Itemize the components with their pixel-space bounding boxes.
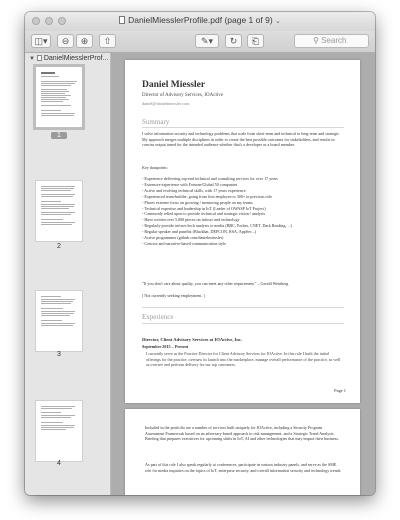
sidebar-toggle-button[interactable] <box>31 34 51 48</box>
page-thumbnail-1[interactable] <box>36 67 82 127</box>
profile-name: Daniel Miessler <box>142 80 206 90</box>
list-item: - Experienced team-builder, going from first employee to 300+ in previous role <box>142 193 272 199</box>
list-item: - Commonly relied upon to provide technical and strategic vision / analysis <box>142 211 266 217</box>
datapoints-list <box>142 176 344 247</box>
pdf-icon <box>37 55 42 61</box>
list-item: - Concise and narrative-based communication style <box>142 240 227 246</box>
thumbnail-sidebar[interactable] <box>25 53 111 495</box>
disclosure-triangle-icon[interactable]: ▼ <box>29 56 35 62</box>
list-item: - Regular speaker and panelist (Blackhat, DEFCON, RSA, AppSec...) <box>142 229 257 235</box>
page-number-4: 4 <box>57 460 61 467</box>
page2-paragraph-1: Included in the portfolio are a number of services built uniquely for IOActive, including a Security Program Assessment Framework based on an adversary-based approach to risk management, and a Strategic Trend Analysis Briefing that prepares executives for upcoming shifts in IoT, AI and other technologies that may impact their business. <box>145 425 339 442</box>
profile-role: Director of Advisory Services, IOActive <box>142 93 223 98</box>
toolbar <box>25 31 375 53</box>
title-bar[interactable] <box>25 12 375 31</box>
share-button[interactable] <box>99 34 116 48</box>
window-title-text: DanielMiesslerProfile.pdf (page 1 of 9) <box>128 15 273 25</box>
experience-heading: Experience <box>142 313 174 321</box>
zoom-out-icon: ⊖ <box>61 36 70 46</box>
page-thumbnail-3[interactable] <box>36 291 82 351</box>
list-item: - Places extreme focus on growing / mentoring people on my teams <box>142 199 253 205</box>
datapoints-heading: Key datapoints: <box>142 165 168 170</box>
preview-window <box>25 12 375 495</box>
list-item: - Regularly provide infosec/tech analysis to media (BBC, Forbes, CNET, Dark Reading, ...) <box>142 223 292 229</box>
page-number-1: 1 <box>51 132 67 139</box>
zoom-out-button[interactable] <box>57 34 74 48</box>
summary-text: I solve information security and technology problems that scale from short-term and technical to long-term and strategic. My approach merges multiple disciplines in order to create the best possible outcomes for stakeholders, and results in concise output tuned for the intended audience whether that's a developer or a board member. <box>142 131 341 148</box>
experience-divider <box>142 323 344 324</box>
list-item: - Experience delivering top-end technical and consulting services for over 17 years <box>142 176 278 181</box>
pen-icon: ✎▾ <box>200 36 214 46</box>
page-number-3: 3 <box>57 351 61 358</box>
pdf-page-2 <box>125 409 360 495</box>
list-item: - Technical expertise and leadership in IoT (Leader of OWASP IoT Project) <box>142 205 266 211</box>
summary-heading: Summary <box>142 118 170 126</box>
summary-divider <box>142 127 344 128</box>
list-item: - Active and evolving technical skills, with 17 years experience <box>142 187 246 193</box>
sidebar-icon: ◫▾ <box>34 36 48 46</box>
job-description: I currently serve as the Practice Director for Client Advisory Services for IOActive. In this role I built the initial offerings for the practice, oversaw its launch into the marketplace, manage overall performance of the practice, as well as oversee and perform delivery for our top customers. <box>146 351 341 368</box>
chevron-down-icon: ⌄ <box>275 18 281 25</box>
share-icon: ⇧ <box>103 36 112 46</box>
search-placeholder: Search <box>321 36 347 45</box>
document-view[interactable] <box>111 53 375 495</box>
page-number-2: 2 <box>57 243 61 250</box>
toolbox-icon: ⎗ <box>251 36 260 46</box>
document-icon <box>119 16 125 24</box>
page-thumbnail-2[interactable] <box>36 181 82 241</box>
job-title: Director, Client Advisory Services at IOActive, Inc. <box>142 337 243 342</box>
list-item: - Have written over 5,000 pieces on infosec and technology <box>142 217 240 223</box>
job-dates: September 2015 – Present <box>142 344 189 349</box>
list-item: - Extensive experience with Fortune/Global 50 companies <box>142 181 238 187</box>
rotate-button[interactable] <box>225 34 242 48</box>
profile-email[interactable]: daniel@danielmiessler.com <box>142 101 190 106</box>
page-thumbnail-4[interactable] <box>36 401 82 461</box>
zoom-in-icon: ⊕ <box>80 36 89 46</box>
employment-status: [ Not currently seeking employment. ] <box>142 293 205 298</box>
zoom-in-button[interactable] <box>76 34 93 48</box>
sidebar-file-header[interactable] <box>29 55 108 62</box>
search-field[interactable] <box>294 34 369 48</box>
quote-text: "If you don't care about quality, you can meet any other requirement." – Gerald Weinberg <box>142 281 289 286</box>
list-item: - Active programmer (github.com/danielmiessler) <box>142 235 224 241</box>
window-title[interactable] <box>25 15 375 25</box>
page-footer-label: Page 1 <box>334 388 346 393</box>
toolbox-button[interactable] <box>247 34 264 48</box>
markup-button[interactable] <box>195 34 219 48</box>
rotate-icon: ↻ <box>229 36 238 46</box>
pdf-page-1 <box>125 60 360 403</box>
search-icon: ⚲ <box>313 36 319 45</box>
page2-paragraph-2: As part of this role I also speak regularly at conferences, participate in various industry panels, and serve as the SME role for media inquiries on the topics of IoT, enterprise security, and overall information security and technology trends. <box>145 462 342 473</box>
experience-top-divider <box>142 307 344 308</box>
sidebar-file-label: DanielMiesslerProf... <box>43 55 109 62</box>
